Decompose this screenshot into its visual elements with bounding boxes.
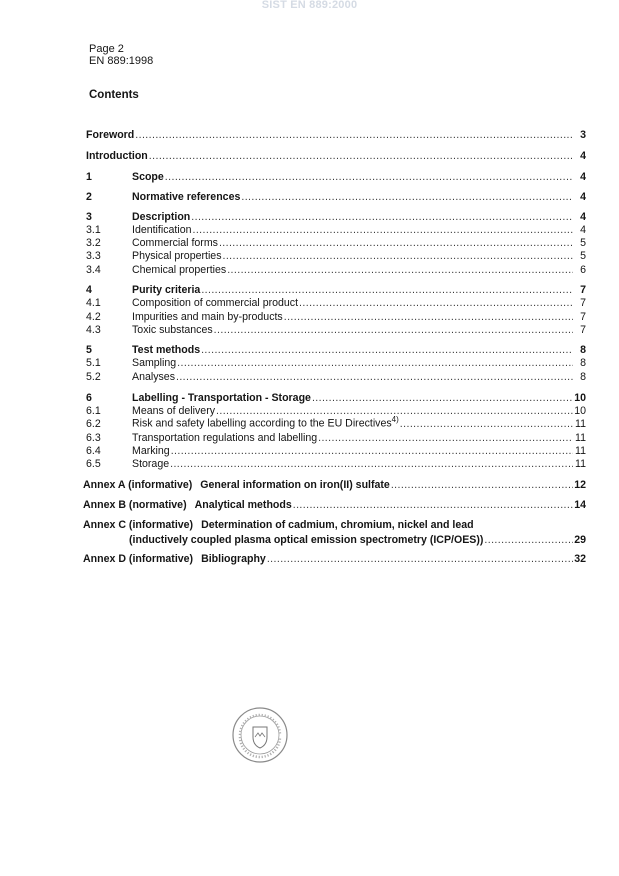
toc-entry[interactable] xyxy=(86,323,586,336)
annex-label: Annex A (informative) xyxy=(83,479,193,491)
toc-title: Composition of commercial product xyxy=(132,297,299,309)
toc-number: 6.4 xyxy=(86,445,101,457)
annex-title: Analytical methods xyxy=(194,499,292,511)
toc-page-number: 11 xyxy=(575,458,586,470)
toc-leader-dots xyxy=(177,357,573,369)
standard-id: EN 889:1998 xyxy=(89,55,154,67)
toc-entry[interactable] xyxy=(86,391,586,404)
toc-title: Transportation regulations and labelling xyxy=(132,432,318,444)
toc-entry[interactable] xyxy=(86,128,586,141)
toc-entry[interactable] xyxy=(86,356,586,369)
toc-leader-dots xyxy=(170,458,573,470)
annex-entry[interactable] xyxy=(83,498,586,511)
toc-leader-dots xyxy=(165,171,573,183)
toc-title: Description xyxy=(132,211,191,223)
toc-leader-dots xyxy=(227,264,573,276)
toc-title: Introduction xyxy=(86,150,148,162)
annex-label: Annex D (informative) xyxy=(83,553,194,565)
toc-entry[interactable] xyxy=(86,263,586,276)
toc-entry[interactable] xyxy=(86,457,586,470)
toc-title: Means of delivery xyxy=(132,405,216,417)
toc-leader-dots xyxy=(201,344,573,356)
toc-page-number: 7 xyxy=(580,297,586,309)
toc-page-number: 11 xyxy=(575,432,586,444)
toc-leader-dots xyxy=(484,534,573,546)
toc-entry[interactable] xyxy=(86,431,586,444)
page-header xyxy=(89,43,153,67)
annex-entry[interactable] xyxy=(83,552,586,565)
toc-number: 6.5 xyxy=(86,458,101,470)
toc-page-number: 5 xyxy=(580,237,586,249)
toc-number: 6.2 xyxy=(86,418,101,430)
toc-page-number: 14 xyxy=(574,499,586,511)
toc-title: Analyses xyxy=(132,371,175,383)
toc-number: 3.1 xyxy=(86,224,101,236)
toc-page-number: 29 xyxy=(574,534,586,546)
toc-page-number: 6 xyxy=(580,264,586,276)
toc-page-number: 4 xyxy=(580,211,586,223)
toc-title: Chemical properties xyxy=(132,264,227,276)
toc-entry[interactable] xyxy=(86,149,586,162)
toc-number: 4.2 xyxy=(86,311,101,323)
toc-title: Identification xyxy=(132,224,192,236)
toc-leader-dots xyxy=(312,392,573,404)
toc-title: Impurities and main by-products xyxy=(132,311,283,323)
toc-leader-dots xyxy=(214,324,573,336)
toc-title: Test methods xyxy=(132,344,201,356)
toc-entry[interactable] xyxy=(86,223,586,236)
toc-leader-dots xyxy=(400,418,573,430)
toc-page-number: 4 xyxy=(580,191,586,203)
official-seal-icon xyxy=(230,705,290,765)
toc-leader-dots xyxy=(219,237,573,249)
toc-title: Labelling - Transportation - Storage xyxy=(132,392,311,404)
toc-number: 2 xyxy=(86,191,92,203)
toc-entry[interactable] xyxy=(86,210,586,223)
toc-entry[interactable] xyxy=(86,444,586,457)
toc-page-number: 3 xyxy=(580,129,586,141)
toc-leader-dots xyxy=(241,191,573,203)
toc-number: 4.1 xyxy=(86,297,101,309)
toc-number: 6 xyxy=(86,392,92,404)
toc-page-number: 11 xyxy=(575,445,586,457)
toc-title: Commercial forms xyxy=(132,237,218,249)
toc-page-number: 8 xyxy=(580,357,586,369)
toc-page-number: 7 xyxy=(580,311,586,323)
toc-entry[interactable] xyxy=(86,296,586,309)
toc-entry[interactable] xyxy=(86,283,586,296)
toc-leader-dots xyxy=(135,129,573,141)
toc-leader-dots xyxy=(391,479,573,491)
annex-label: Annex C (informative) xyxy=(83,519,194,531)
toc-leader-dots xyxy=(176,371,573,383)
toc-entry[interactable] xyxy=(86,249,586,262)
toc-page-number: 12 xyxy=(574,479,586,491)
toc-leader-dots xyxy=(171,445,573,457)
toc-page-number: 11 xyxy=(575,418,586,430)
toc-title: Foreword xyxy=(86,129,135,141)
toc-title: Scope xyxy=(132,171,164,183)
contents-heading: Contents xyxy=(89,89,139,101)
toc-number: 4 xyxy=(86,284,92,296)
toc-title: Normative references xyxy=(132,191,241,203)
toc-number: 3.2 xyxy=(86,237,101,249)
toc-leader-dots xyxy=(201,284,573,296)
toc-number: 5.2 xyxy=(86,371,101,383)
toc-leader-dots xyxy=(192,224,573,236)
toc-entry[interactable] xyxy=(86,170,586,183)
toc-leader-dots xyxy=(293,499,573,511)
toc-number: 4.3 xyxy=(86,324,101,336)
annex-label: Annex B (normative) xyxy=(83,499,187,511)
toc-page-number: 4 xyxy=(580,171,586,183)
toc-superscript: 4) xyxy=(391,415,399,425)
annex-title-continued: (inductively coupled plasma optical emission spectrometry (ICP/OES)) xyxy=(129,534,484,546)
page-number: Page 2 xyxy=(89,43,124,55)
annex-title: Determination of cadmium, chromium, nickel and lead xyxy=(201,519,474,531)
toc-title: Physical properties xyxy=(132,250,222,262)
toc-number: 6.1 xyxy=(86,405,101,417)
toc-title: Storage xyxy=(132,458,170,470)
toc-page-number: 7 xyxy=(580,284,586,296)
toc-page-number: 32 xyxy=(574,553,586,565)
toc-number: 3.3 xyxy=(86,250,101,262)
toc-entry[interactable] xyxy=(86,343,586,356)
toc-page-number: 4 xyxy=(580,224,586,236)
annex-entry-continued[interactable] xyxy=(129,533,586,546)
toc-entry[interactable] xyxy=(86,236,586,249)
annex-entry[interactable] xyxy=(83,478,586,491)
toc-title: Toxic substances xyxy=(132,324,213,336)
toc-number: 5.1 xyxy=(86,357,101,369)
toc-number: 6.3 xyxy=(86,432,101,444)
annex-title: General information on iron(II) sulfate xyxy=(200,479,390,491)
toc-leader-dots xyxy=(267,553,573,565)
toc-number: 1 xyxy=(86,171,92,183)
toc-number: 3 xyxy=(86,211,92,223)
toc-number: 5 xyxy=(86,344,92,356)
toc-title: Purity criteria xyxy=(132,284,201,296)
toc-page-number: 7 xyxy=(580,324,586,336)
annex-title: Bibliography xyxy=(201,553,266,565)
toc-leader-dots xyxy=(191,211,573,223)
toc-leader-dots xyxy=(318,432,573,444)
toc-entry[interactable] xyxy=(86,190,586,203)
toc-entry[interactable] xyxy=(86,370,586,383)
toc-number: 3.4 xyxy=(86,264,101,276)
toc-leader-dots xyxy=(223,250,574,262)
annex-entry[interactable] xyxy=(83,518,586,531)
toc-leader-dots xyxy=(149,150,573,162)
toc-leader-dots xyxy=(299,297,573,309)
toc-title: Risk and safety labelling according to the EU Directives$^{4)}$ xyxy=(132,415,399,430)
toc-page-number: 8 xyxy=(580,371,586,383)
toc-page-number: 5 xyxy=(580,250,586,262)
toc-page-number: 8 xyxy=(580,344,586,356)
toc-entry[interactable] xyxy=(86,310,586,323)
toc-page-number: 10 xyxy=(574,392,586,404)
toc-entry[interactable] xyxy=(86,417,586,430)
watermark: SIST EN 889:2000 xyxy=(261,0,358,11)
toc-page-number: 4 xyxy=(580,150,586,162)
toc-leader-dots xyxy=(284,311,573,323)
toc-title: Marking xyxy=(132,445,170,457)
toc-page-number: 10 xyxy=(574,405,586,417)
toc-title: Sampling xyxy=(132,357,177,369)
